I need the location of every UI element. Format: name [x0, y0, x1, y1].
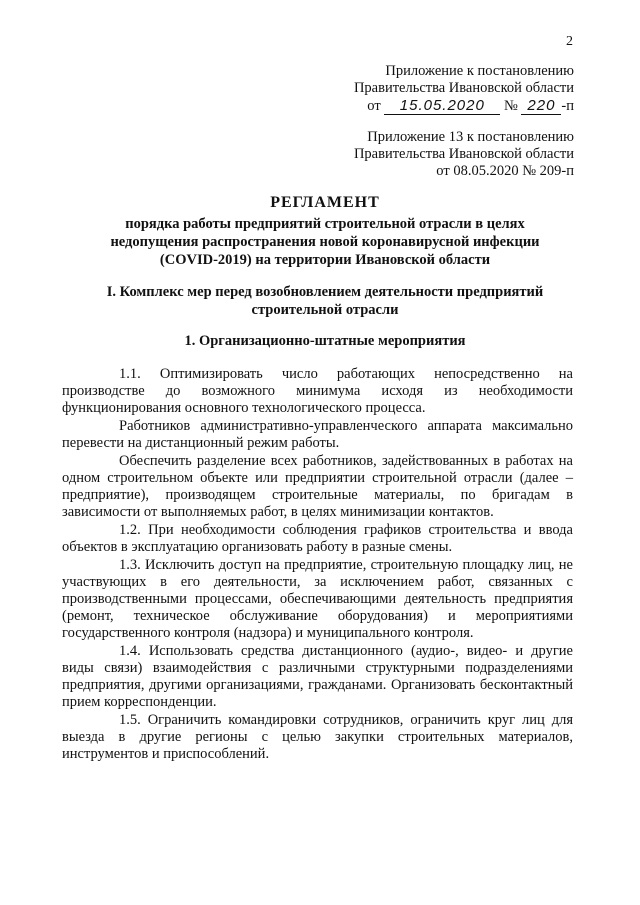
appendix-previous-line1: Приложение 13 к постановлению — [367, 129, 574, 145]
document-body — [62, 366, 573, 764]
handwritten-date: 15.05.2020 — [384, 97, 500, 115]
document-subtitle: порядка работы предприятий строительной отрасли в целях недопущения распространения новой коронавирусной инфекции (COVID-2019) на территории Ивановской области — [110, 216, 540, 268]
appendix-previous-line2: Правительства Ивановской области — [353, 146, 574, 162]
number-suffix: -п — [561, 98, 574, 114]
section-title: I. Комплекс мер перед возобновлением деятельности предприятий строительной отрасли — [106, 284, 544, 318]
paragraph: Работников административно-управленческого аппарата максимально перевести на дистанционный режим работы. — [62, 418, 573, 451]
appendix-previous-line3: от 08.05.2020 № 209-п — [436, 163, 574, 179]
handwritten-number: 220 — [521, 97, 561, 115]
document-title: РЕГЛАМЕНТ — [270, 194, 380, 211]
date-prefix: от — [367, 98, 381, 114]
appendix-current-date-line — [354, 97, 574, 115]
page-number: 2 — [566, 34, 573, 49]
paragraph: 1.1. Оптимизировать число работающих непосредственно на производстве до возможного минимума исходя из необходимости функционирования основного технологического процесса. — [62, 366, 573, 416]
subsection-title: 1. Организационно-штатные мероприятия — [184, 333, 466, 349]
appendix-previous — [354, 129, 574, 180]
paragraph: 1.5. Ограничить командировки сотрудников, ограничить круг лиц для выезда в другие регионы с целью закупки строительных материалов, инструментов и приспособлений. — [62, 712, 573, 762]
document-title-block — [80, 193, 570, 269]
appendix-current — [354, 63, 574, 115]
appendix-current-line1: Приложение к постановлению — [385, 63, 574, 79]
number-sign: № — [503, 98, 518, 114]
appendix-current-line2: Правительства Ивановской области — [353, 80, 574, 96]
paragraph: 1.4. Использовать средства дистанционного (аудио-, видео- и другие виды связи) взаимодействия с различными структурными подразделениями предприятия, другими организациями, гражданами. Организовать бесконтактный прием корреспонденции. — [62, 643, 573, 710]
paragraph: 1.3. Исключить доступ на предприятие, строительную площадку лиц, не участвующих в его деятельности, за исключением работ, связанных с производственными процессами, обеспечивающими деятельность предприятия (ремонт, техническое обслуживание оборудования) и мероприятиями государственного контроля (надзора) и муниципального контроля. — [62, 557, 573, 641]
paragraph: 1.2. При необходимости соблюдения графиков строительства и ввода объектов в эксплуатацию организовать работу в разные смены. — [62, 522, 573, 555]
paragraph: Обеспечить разделение всех работников, задействованных в работах на одном строительном объекте или предприятии строительной отрасли (далее – предприятие), производящем строительные материалы, по бригадам в зависимости от выполняемых работ, в целях минимизации контактов. — [62, 453, 573, 520]
